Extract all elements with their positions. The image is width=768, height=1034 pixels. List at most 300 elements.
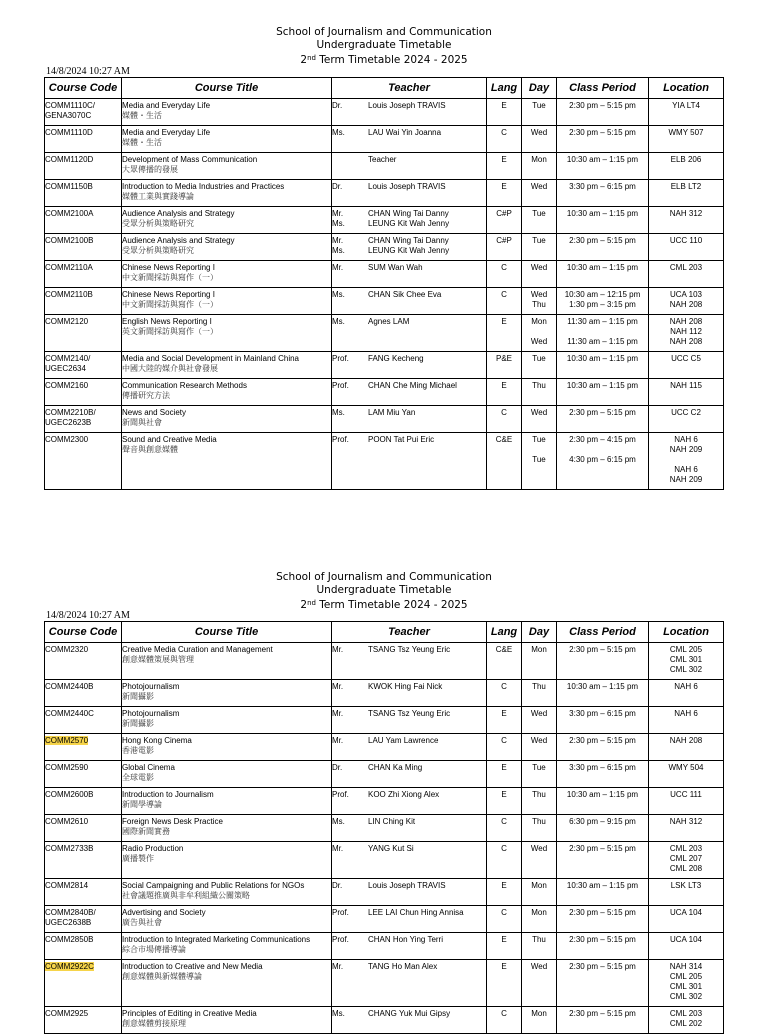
table-row [45, 960, 724, 1007]
course-title-chinese: 受眾分析與策略研究 [122, 219, 194, 228]
course-code-cell [45, 99, 122, 126]
location-cell: ELB 206 [649, 153, 724, 180]
table-row [45, 180, 724, 207]
class-period-cell: 10:30 am – 1:15 pm [557, 352, 649, 379]
teacher-title: Prof. [332, 381, 349, 390]
course-title-cell [122, 352, 332, 379]
table-row [45, 379, 724, 406]
teacher-cell [332, 788, 487, 815]
course-title: Chinese News Reporting I [122, 290, 215, 299]
course-code-cell [45, 960, 122, 1007]
teacher-name: CHAN Ka Ming [368, 763, 423, 772]
day-cell: Tue [522, 99, 557, 126]
teacher-cell [332, 379, 487, 406]
course-title: Sound and Creative Media [122, 435, 217, 444]
course-title: Audience Analysis and Strategy [122, 209, 235, 218]
course-title-chinese: 中文新聞採訪與寫作（一） [122, 273, 218, 282]
location-cell: UCC C5 [649, 352, 724, 379]
teacher-cell [332, 99, 487, 126]
term-number: 2 [300, 599, 308, 611]
teacher-title: Mr. [332, 962, 344, 971]
course-code-cell [45, 352, 122, 379]
table-row [45, 234, 724, 261]
course-title-cell [122, 933, 332, 960]
lang-cell: C [487, 406, 522, 433]
course-title: Hong Kong Cinema [122, 736, 192, 745]
teacher-name: Louis Joseph TRAVIS [368, 101, 446, 110]
teacher-title: Prof. [332, 790, 349, 799]
course-title-chinese: 創意媒體剪接原理 [122, 1019, 186, 1028]
course-code: COMM2440B [45, 682, 94, 691]
teacher-cell [332, 761, 487, 788]
teacher-title: Ms. [332, 408, 345, 417]
location-cell: NAH 312 [649, 207, 724, 234]
day-cell: Tue [522, 207, 557, 234]
course-code: COMM2300 [45, 435, 89, 444]
teacher-name: POON Tat Pui Eric [368, 435, 435, 444]
lang-cell: C [487, 842, 522, 879]
teacher-cell [332, 261, 487, 288]
teacher-title: Mr. [332, 645, 344, 654]
teacher-title: Mr. [332, 709, 344, 718]
term-title [0, 52, 768, 67]
course-title-cell [122, 879, 332, 906]
teacher-name: KWOK Hing Fai Nick [368, 682, 443, 691]
day-cell: Tue Tue [522, 433, 557, 490]
col-header-course-title: Course Title [122, 78, 332, 99]
timetable-body [45, 99, 724, 490]
course-title: Introduction to Integrated Marketing Communications [122, 935, 311, 944]
day-cell: Thu [522, 933, 557, 960]
course-title-chinese: 中文新聞採訪與寫作（一） [122, 300, 218, 309]
lang-cell: E [487, 180, 522, 207]
class-period-cell: 2:30 pm – 5:15 pm [557, 906, 649, 933]
course-title-chinese: 受眾分析與策略研究 [122, 246, 194, 255]
location-cell: UCC C2 [649, 406, 724, 433]
lang-cell: C [487, 126, 522, 153]
course-title: Photojournalism [122, 682, 180, 691]
teacher-name: LIN Ching Kit [368, 817, 416, 826]
course-title-chinese: 新聞學導論 [122, 800, 162, 809]
course-title-cell [122, 433, 332, 490]
course-code: COMM1120D [45, 155, 94, 164]
class-period-cell: 2:30 pm – 4:15 pm 4:30 pm – 6:15 pm [557, 433, 649, 490]
teacher-name: CHANG Yuk Mui Gipsy [368, 1009, 451, 1018]
course-code: COMM2925 [45, 1009, 89, 1018]
course-code: COMM2590 [45, 763, 89, 772]
course-title-cell [122, 761, 332, 788]
course-code-cell [45, 234, 122, 261]
class-period-cell: 10:30 am – 1:15 pm [557, 879, 649, 906]
class-period-cell: 11:30 am – 1:15 pm 11:30 am – 1:15 pm [557, 315, 649, 352]
course-code: COMM2600B [45, 790, 94, 799]
class-period-cell: 2:30 pm – 5:15 pm [557, 406, 649, 433]
course-title-chinese: 創意媒體策展與管理 [122, 655, 194, 664]
page-header [0, 0, 768, 67]
table-row [45, 288, 724, 315]
teacher-title: Prof. [332, 435, 349, 444]
course-title: Chinese News Reporting I [122, 263, 215, 272]
timetable-table [44, 77, 724, 490]
teacher-cell [332, 906, 487, 933]
course-title-chinese: 香港電影 [122, 746, 154, 755]
location-cell: NAH 115 [649, 379, 724, 406]
table-row [45, 406, 724, 433]
day-cell: Wed [522, 842, 557, 879]
day-cell: Wed [522, 180, 557, 207]
class-period-cell: 10:30 am – 12:15 pm 1:30 pm – 3:15 pm [557, 288, 649, 315]
course-title-cell [122, 153, 332, 180]
teacher-name: YANG Kut Si [368, 844, 414, 853]
class-period-cell: 10:30 am – 1:15 pm [557, 153, 649, 180]
teacher-cell [332, 207, 487, 234]
course-title: Media and Everyday Life [122, 128, 211, 137]
table-row [45, 906, 724, 933]
course-title: Audience Analysis and Strategy [122, 236, 235, 245]
teacher-cell [332, 707, 487, 734]
teacher-title: Ms. [332, 817, 345, 826]
course-code-cell [45, 906, 122, 933]
lang-cell: E [487, 761, 522, 788]
term-number: 2 [300, 54, 308, 66]
teacher-title: Dr. [332, 763, 343, 772]
teacher-name: Louis Joseph TRAVIS [368, 182, 446, 191]
teacher-title: Mr. Ms. [332, 209, 345, 228]
course-title-chinese: 媒體工業與實踐導論 [122, 192, 194, 201]
teacher-name: CHAN Sik Chee Eva [368, 290, 442, 299]
day-cell: Thu [522, 788, 557, 815]
course-code: COMM2100B [45, 236, 94, 245]
lang-cell: P&E [487, 352, 522, 379]
col-header-teacher: Teacher [332, 622, 487, 643]
term-suffix: nd [307, 54, 316, 62]
class-period-cell: 3:30 pm – 6:15 pm [557, 761, 649, 788]
course-code: COMM2110B [45, 290, 93, 299]
timetable-subtitle: Undergraduate Timetable [316, 39, 452, 51]
course-title-cell [122, 288, 332, 315]
course-title: Radio Production [122, 844, 184, 853]
col-header-day: Day [522, 78, 557, 99]
lang-cell: E [487, 879, 522, 906]
lang-cell: E [487, 153, 522, 180]
timetable-subtitle: Undergraduate Timetable [316, 584, 452, 596]
lang-cell: E [487, 933, 522, 960]
class-period-cell: 3:30 pm – 6:15 pm [557, 180, 649, 207]
course-title: Creative Media Curation and Management [122, 645, 273, 654]
location-cell: UCA 104 [649, 906, 724, 933]
teacher-title [332, 155, 368, 165]
location-cell: NAH 6 NAH 209 NAH 6 NAH 209 [649, 433, 724, 490]
course-title-cell [122, 99, 332, 126]
teacher-name: LAU Yam Lawrence [368, 736, 439, 745]
class-period-cell: 2:30 pm – 5:15 pm [557, 643, 649, 680]
day-cell: Tue [522, 761, 557, 788]
course-code-cell [45, 788, 122, 815]
term-rest: Term Timetable 2024 - 2025 [315, 599, 468, 611]
teacher-name: TSANG Tsz Yeung Eric [368, 645, 451, 654]
course-code-cell [45, 379, 122, 406]
teacher-cell [332, 1007, 487, 1034]
table-row [45, 643, 724, 680]
course-title-cell [122, 379, 332, 406]
table-row [45, 680, 724, 707]
teacher-title: Ms. [332, 128, 345, 137]
class-period-cell: 2:30 pm – 5:15 pm [557, 933, 649, 960]
course-title: English News Reporting I [122, 317, 212, 326]
col-header-course-code: Course Code [45, 622, 122, 643]
course-code: COMM2100A [45, 209, 94, 218]
teacher-cell [332, 315, 487, 352]
teacher-cell [332, 960, 487, 1007]
course-title-chinese: 廣告與社會 [122, 918, 162, 927]
course-code-cell [45, 1007, 122, 1034]
course-title-chinese: 創意媒體與新媒體導論 [122, 972, 202, 981]
table-row [45, 153, 724, 180]
course-title: Principles of Editing in Creative Media [122, 1009, 257, 1018]
lang-cell: C [487, 906, 522, 933]
col-header-teacher: Teacher [332, 78, 487, 99]
course-code-cell [45, 315, 122, 352]
teacher-title: Prof. [332, 908, 349, 917]
class-period-cell: 10:30 am – 1:15 pm [557, 680, 649, 707]
table-row [45, 315, 724, 352]
teacher-cell [332, 288, 487, 315]
location-cell: UCC 110 [649, 234, 724, 261]
teacher-title: Mr. [332, 844, 344, 853]
course-code-cell [45, 879, 122, 906]
location-cell: CML 203 CML 207 CML 208 [649, 842, 724, 879]
course-code-cell [45, 815, 122, 842]
location-cell: CML 203 CML 202 [649, 1007, 724, 1034]
lang-cell: C [487, 815, 522, 842]
course-title-chinese: 聲音與創意媒體 [122, 445, 178, 454]
teacher-title: Mr. [332, 736, 344, 745]
location-cell: LSK LT3 [649, 879, 724, 906]
teacher-cell [332, 734, 487, 761]
table-row [45, 261, 724, 288]
lang-cell: C [487, 680, 522, 707]
course-title: Photojournalism [122, 709, 180, 718]
lang-cell: C [487, 288, 522, 315]
course-code-cell [45, 643, 122, 680]
teacher-name: TANG Ho Man Alex [368, 962, 438, 971]
location-cell: NAH 314 CML 205 CML 301 CML 302 [649, 960, 724, 1007]
course-code: COMM2850B [45, 935, 94, 944]
course-title-cell [122, 180, 332, 207]
lang-cell: E [487, 99, 522, 126]
page-header [0, 545, 768, 612]
course-code: COMM2320 [45, 645, 89, 654]
class-period-cell: 10:30 am – 1:15 pm [557, 261, 649, 288]
course-title-cell [122, 842, 332, 879]
course-title-cell [122, 1007, 332, 1034]
course-code-cell [45, 842, 122, 879]
location-cell: ELB LT2 [649, 180, 724, 207]
teacher-cell [332, 680, 487, 707]
course-title: Media and Social Development in Mainland China [122, 354, 299, 363]
day-cell: Wed [522, 707, 557, 734]
day-cell: Tue [522, 234, 557, 261]
course-code: COMM1110C/ GENA3070C [45, 101, 95, 120]
header-row [45, 622, 724, 643]
teacher-cell [332, 879, 487, 906]
col-header-course-code: Course Code [45, 78, 122, 99]
table-row [45, 433, 724, 490]
course-title: Introduction to Creative and New Media [122, 962, 263, 971]
course-title-chinese: 新聞與社會 [122, 418, 162, 427]
location-cell: UCA 103 NAH 208 [649, 288, 724, 315]
course-code-cell [45, 126, 122, 153]
teacher-name: CHAN Wing Tai Danny LEUNG Kit Wah Jenny [368, 209, 450, 228]
table-row [45, 99, 724, 126]
day-cell: Wed [522, 734, 557, 761]
teacher-name: CHAN Wing Tai Danny LEUNG Kit Wah Jenny [368, 236, 450, 255]
course-title-chinese: 全球電影 [122, 773, 154, 782]
course-title-cell [122, 734, 332, 761]
course-code-cell [45, 406, 122, 433]
course-title: Introduction to Media Industries and Practices [122, 182, 285, 191]
teacher-cell [332, 180, 487, 207]
course-code-cell [45, 433, 122, 490]
teacher-name: CHAN Hon Ying Terri [368, 935, 443, 944]
table-row [45, 761, 724, 788]
course-code-cell [45, 207, 122, 234]
timetable-table [44, 621, 724, 1034]
course-title-chinese: 中國大陸的媒介與社會發展 [122, 364, 218, 373]
location-cell: NAH 208 NAH 112 NAH 208 [649, 315, 724, 352]
teacher-title: Dr. [332, 881, 343, 890]
table-row [45, 707, 724, 734]
course-title-chinese: 傳播研究方法 [122, 391, 170, 400]
lang-cell: E [487, 960, 522, 1007]
teacher-cell [332, 842, 487, 879]
class-period-cell: 10:30 am – 1:15 pm [557, 788, 649, 815]
table-row [45, 815, 724, 842]
lang-cell: E [487, 707, 522, 734]
course-code-cell [45, 734, 122, 761]
teacher-title: Ms. [332, 317, 345, 326]
teacher-cell [332, 433, 487, 490]
header-row [45, 78, 724, 99]
teacher-name: CHAN Che Ming Michael [368, 381, 457, 390]
day-cell: Wed [522, 406, 557, 433]
teacher-title: Ms. [332, 1009, 345, 1018]
course-title-cell [122, 315, 332, 352]
course-title-chinese: 新聞攝影 [122, 719, 154, 728]
course-title-cell [122, 788, 332, 815]
course-code: COMM1110D [45, 128, 93, 137]
course-title: Media and Everyday Life [122, 101, 211, 110]
table-row [45, 842, 724, 879]
location-cell: CML 205 CML 301 CML 302 [649, 643, 724, 680]
day-cell: Tue [522, 352, 557, 379]
timetable-body [45, 643, 724, 1034]
class-period-cell: 2:30 pm – 5:15 pm [557, 126, 649, 153]
day-cell: Thu [522, 379, 557, 406]
table-row [45, 352, 724, 379]
lang-cell: E [487, 315, 522, 352]
class-period-cell: 2:30 pm – 5:15 pm [557, 960, 649, 1007]
teacher-cell [332, 406, 487, 433]
course-title-cell [122, 906, 332, 933]
course-title-cell [122, 960, 332, 1007]
course-title: Advertising and Society [122, 908, 206, 917]
course-title-chinese: 媒體・生活 [122, 138, 162, 147]
course-title-chinese: 綜合市場傳播導論 [122, 945, 186, 954]
teacher-title: Prof. [332, 354, 349, 363]
class-period-cell: 3:30 pm – 6:15 pm [557, 707, 649, 734]
teacher-name: TSANG Tsz Yeung Eric [368, 709, 451, 718]
teacher-cell [332, 643, 487, 680]
location-cell: NAH 312 [649, 815, 724, 842]
term-suffix: nd [307, 599, 316, 607]
course-title-cell [122, 406, 332, 433]
lang-cell: E [487, 788, 522, 815]
class-period-cell: 2:30 pm – 5:15 pm [557, 99, 649, 126]
day-cell: Mon [522, 906, 557, 933]
course-code: COMM1150B [45, 182, 93, 191]
course-code-cell [45, 288, 122, 315]
course-title: Development of Mass Communication [122, 155, 258, 164]
teacher-cell [332, 933, 487, 960]
teacher-title: Mr. [332, 263, 344, 272]
teacher-cell [332, 815, 487, 842]
location-cell: NAH 208 [649, 734, 724, 761]
day-cell: Wed [522, 261, 557, 288]
table-row [45, 734, 724, 761]
course-code: COMM2610 [45, 817, 89, 826]
class-period-cell: 6:30 pm – 9:15 pm [557, 815, 649, 842]
course-title-chinese: 國際新聞實務 [122, 827, 170, 836]
col-header-lang: Lang [487, 622, 522, 643]
col-header-location: Location [649, 78, 724, 99]
course-code-cell [45, 180, 122, 207]
print-timestamp: 14/8/2024 10:27 AM [46, 610, 130, 621]
day-cell: Mon [522, 879, 557, 906]
teacher-cell [332, 352, 487, 379]
teacher-title: Mr. Ms. [332, 236, 345, 255]
location-cell: UCA 104 [649, 933, 724, 960]
course-code-cell [45, 933, 122, 960]
day-cell: Thu [522, 815, 557, 842]
location-cell: UCC 111 [649, 788, 724, 815]
school-name: School of Journalism and Communication [276, 571, 492, 583]
course-title-chinese: 大眾傳播的發展 [122, 165, 178, 174]
table-row [45, 788, 724, 815]
course-code: COMM2733B [45, 844, 94, 853]
lang-cell: C&E [487, 433, 522, 490]
course-code: COMM2160 [45, 381, 89, 390]
course-code: COMM2120 [45, 317, 89, 326]
col-header-location: Location [649, 622, 724, 643]
teacher-title: Dr. [332, 101, 343, 110]
course-title: Communication Research Methods [122, 381, 247, 390]
day-cell: Wed Thu [522, 288, 557, 315]
course-code: COMM2440C [45, 709, 94, 718]
teacher-title: Prof. [332, 935, 349, 944]
class-period-cell: 2:30 pm – 5:15 pm [557, 842, 649, 879]
course-title: Introduction to Journalism [122, 790, 214, 799]
course-title: Global Cinema [122, 763, 175, 772]
teacher-name: KOO Zhi Xiong Alex [368, 790, 440, 799]
table-row [45, 933, 724, 960]
course-code-cell [45, 153, 122, 180]
course-code: COMM2210B/ UGEC2623B [45, 408, 96, 427]
teacher-title: Ms. [332, 290, 345, 299]
location-cell: WMY 504 [649, 761, 724, 788]
table-row [45, 879, 724, 906]
teacher-name: LEE LAI Chun Hing Annisa [368, 908, 464, 917]
